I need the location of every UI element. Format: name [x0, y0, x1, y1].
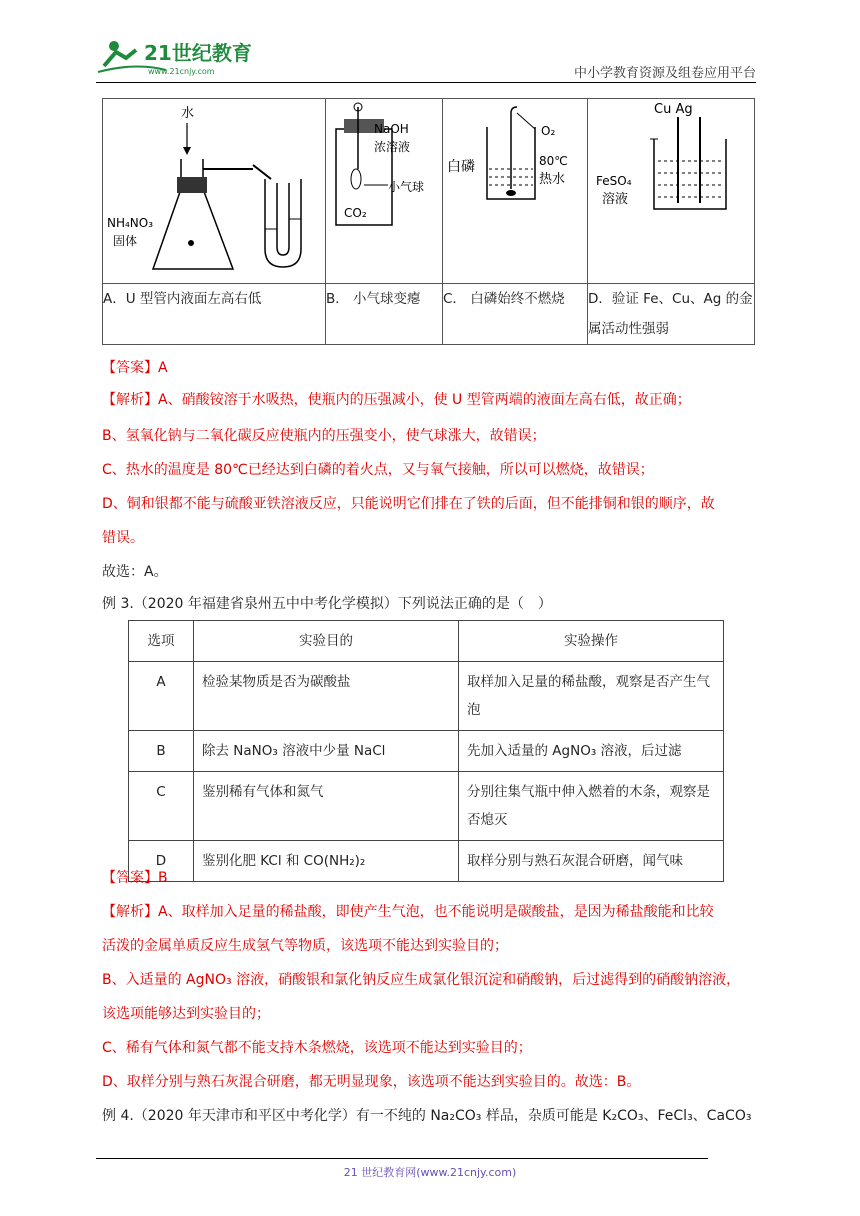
example-3-title: 例 3.（2020 年福建省泉州五中中考化学模拟）下列说法正确的是（ ） — [102, 596, 552, 612]
table-cell: C — [129, 772, 194, 841]
figure-a — [103, 99, 326, 284]
platform-title: 中小学教育资源及组卷应用平台 — [573, 66, 756, 81]
table-header: 实验目的 — [194, 621, 459, 662]
figure-b-gas-label: CO₂ — [344, 206, 367, 220]
figure-b-reagent: NaOH — [374, 122, 409, 136]
analysis-1-line-4: D、铜和银都不能与硫酸亚铁溶液反应，只能说明它们排在了铁的后面，但不能排铜和银的顺序，故 — [102, 496, 715, 512]
analysis-2-line-3: B、入适量的 AgNO₃ 溶液，硝酸银和氯化钠反应生成氯化银沉淀和硝酸钠，后过滤得到的硝酸钠溶液， — [102, 972, 741, 988]
analysis-1-line-3: C、热水的温度是 80℃已经达到白磷的着火点，又与氧气接触，所以可以燃烧，故错误； — [102, 462, 654, 478]
analysis-2-line-1 — [102, 902, 714, 922]
figure-c-water-label: 热水 — [539, 172, 566, 187]
analysis-2-line-5: C、稀有气体和氮气都不能支持木条燃烧，该选项不能达到实验目的； — [102, 1040, 532, 1056]
analysis-2-line-2: 活泼的金属单质反应生成氢气等物质，该选项不能达到实验目的； — [102, 938, 508, 954]
analysis-1-line-5: 错误。 — [102, 530, 144, 546]
figure-d-solution-label2: 溶液 — [602, 192, 629, 207]
logo-text: 21世纪教育 — [144, 41, 252, 65]
figure-b-balloon-label: 小气球 — [388, 180, 425, 194]
table-cell: D — [129, 841, 194, 882]
figure-c-diagram — [443, 99, 587, 279]
analysis-1-line-1 — [102, 390, 691, 410]
figure-a-solid-label: NH₄NO₃ — [107, 216, 154, 230]
logo-url: www.21cnjy.com — [148, 67, 215, 76]
figure-c-temp-label: 80℃ — [539, 154, 568, 168]
table-row — [129, 662, 724, 731]
figure-a-solid-label2: 固体 — [113, 234, 138, 248]
figure-a-diagram — [103, 99, 325, 279]
analysis-2-text-1: A、取样加入足量的稀盐酸，即使产生气泡，也不能说明是碳酸盐，是因为稀盐酸能和比较 — [158, 904, 714, 920]
figure-b-diagram — [326, 99, 442, 279]
footer-divider — [96, 1158, 708, 1159]
figure-b — [326, 99, 443, 284]
caption-c: C． 白磷始终不燃烧 — [443, 284, 588, 345]
figure-a-water-label: 水 — [181, 106, 195, 121]
table-cell: 鉴别稀有气体和氮气 — [194, 772, 459, 841]
table-header: 实验操作 — [459, 621, 724, 662]
table-cell: B — [129, 731, 194, 772]
analysis-1-line-2: B、氢氧化钠与二氧化碳反应使瓶内的压强变小，使气球涨大，故错误； — [102, 428, 546, 444]
analysis-2-line-4: 该选项能够达到实验目的； — [102, 1006, 270, 1022]
table-cell: 鉴别化肥 KCl 和 CO(NH₂)₂ — [194, 841, 459, 882]
analysis-1-text-1: A、硝酸铵溶于水吸热，使瓶内的压强减小，使 U 型管两端的液面左高右低，故正确； — [158, 392, 691, 408]
figure-c-o2-label: O₂ — [541, 124, 556, 138]
table-header-row — [129, 621, 724, 662]
figure-d-diagram — [588, 99, 754, 279]
caption-a: A．U 型管内液面左高右低 — [103, 284, 326, 345]
figure-d — [588, 99, 755, 284]
analysis-1-choice: 故选：A。 — [102, 564, 168, 580]
site-logo — [96, 36, 266, 80]
footer-text: 21 世纪教育网(www.21cnjy.com) — [343, 1166, 517, 1179]
analysis-2-line-6: D、取样分别与熟石灰混合研磨，都无明显现象，该选项不能达到实验目的。故选：B。 — [102, 1074, 641, 1090]
caption-b: B． 小气球变瘪 — [326, 284, 443, 345]
caption-d: D．验证 Fe、Cu、Ag 的金属活动性强弱 — [588, 284, 755, 345]
figure-table — [102, 98, 755, 345]
analysis-1-label: 【解析】 — [102, 392, 158, 408]
figure-b-reagent2: 浓溶液 — [374, 140, 411, 154]
figure-c — [443, 99, 588, 284]
table-cell: A — [129, 662, 194, 731]
table-cell: 先加入适量的 AgNO₃ 溶液，后过滤 — [459, 731, 724, 772]
figure-c-phosphorus-label: 白磷 — [447, 159, 475, 175]
table-cell: 取样加入足量的稀盐酸，观察是否产生气泡 — [459, 662, 724, 731]
options-table — [128, 620, 724, 882]
example-4-title: 例 4.（2020 年天津市和平区中考化学）有一不纯的 Na₂CO₃ 样品，杂质可能是 K₂CO₃、FeCl₃、CaCO₃ — [102, 1108, 752, 1124]
table-row — [129, 772, 724, 841]
table-cell: 取样分别与熟石灰混合研磨，闻气味 — [459, 841, 724, 882]
table-cell: 除去 NaNO₃ 溶液中少量 NaCl — [194, 731, 459, 772]
figure-d-metals-label: Cu Ag — [654, 102, 693, 117]
table-row — [129, 731, 724, 772]
table-header: 选项 — [129, 621, 194, 662]
table-cell: 分别往集气瓶中伸入燃着的木条，观察是否熄灭 — [459, 772, 724, 841]
answer-1: 【答案】A — [102, 360, 168, 376]
answer-2: 【答案】B — [102, 870, 168, 886]
table-cell: 检验某物质是否为碳酸盐 — [194, 662, 459, 731]
table-row — [129, 841, 724, 882]
analysis-2-label: 【解析】 — [102, 904, 158, 920]
figure-d-solution-label: FeSO₄ — [596, 174, 632, 188]
header-divider — [96, 82, 756, 83]
